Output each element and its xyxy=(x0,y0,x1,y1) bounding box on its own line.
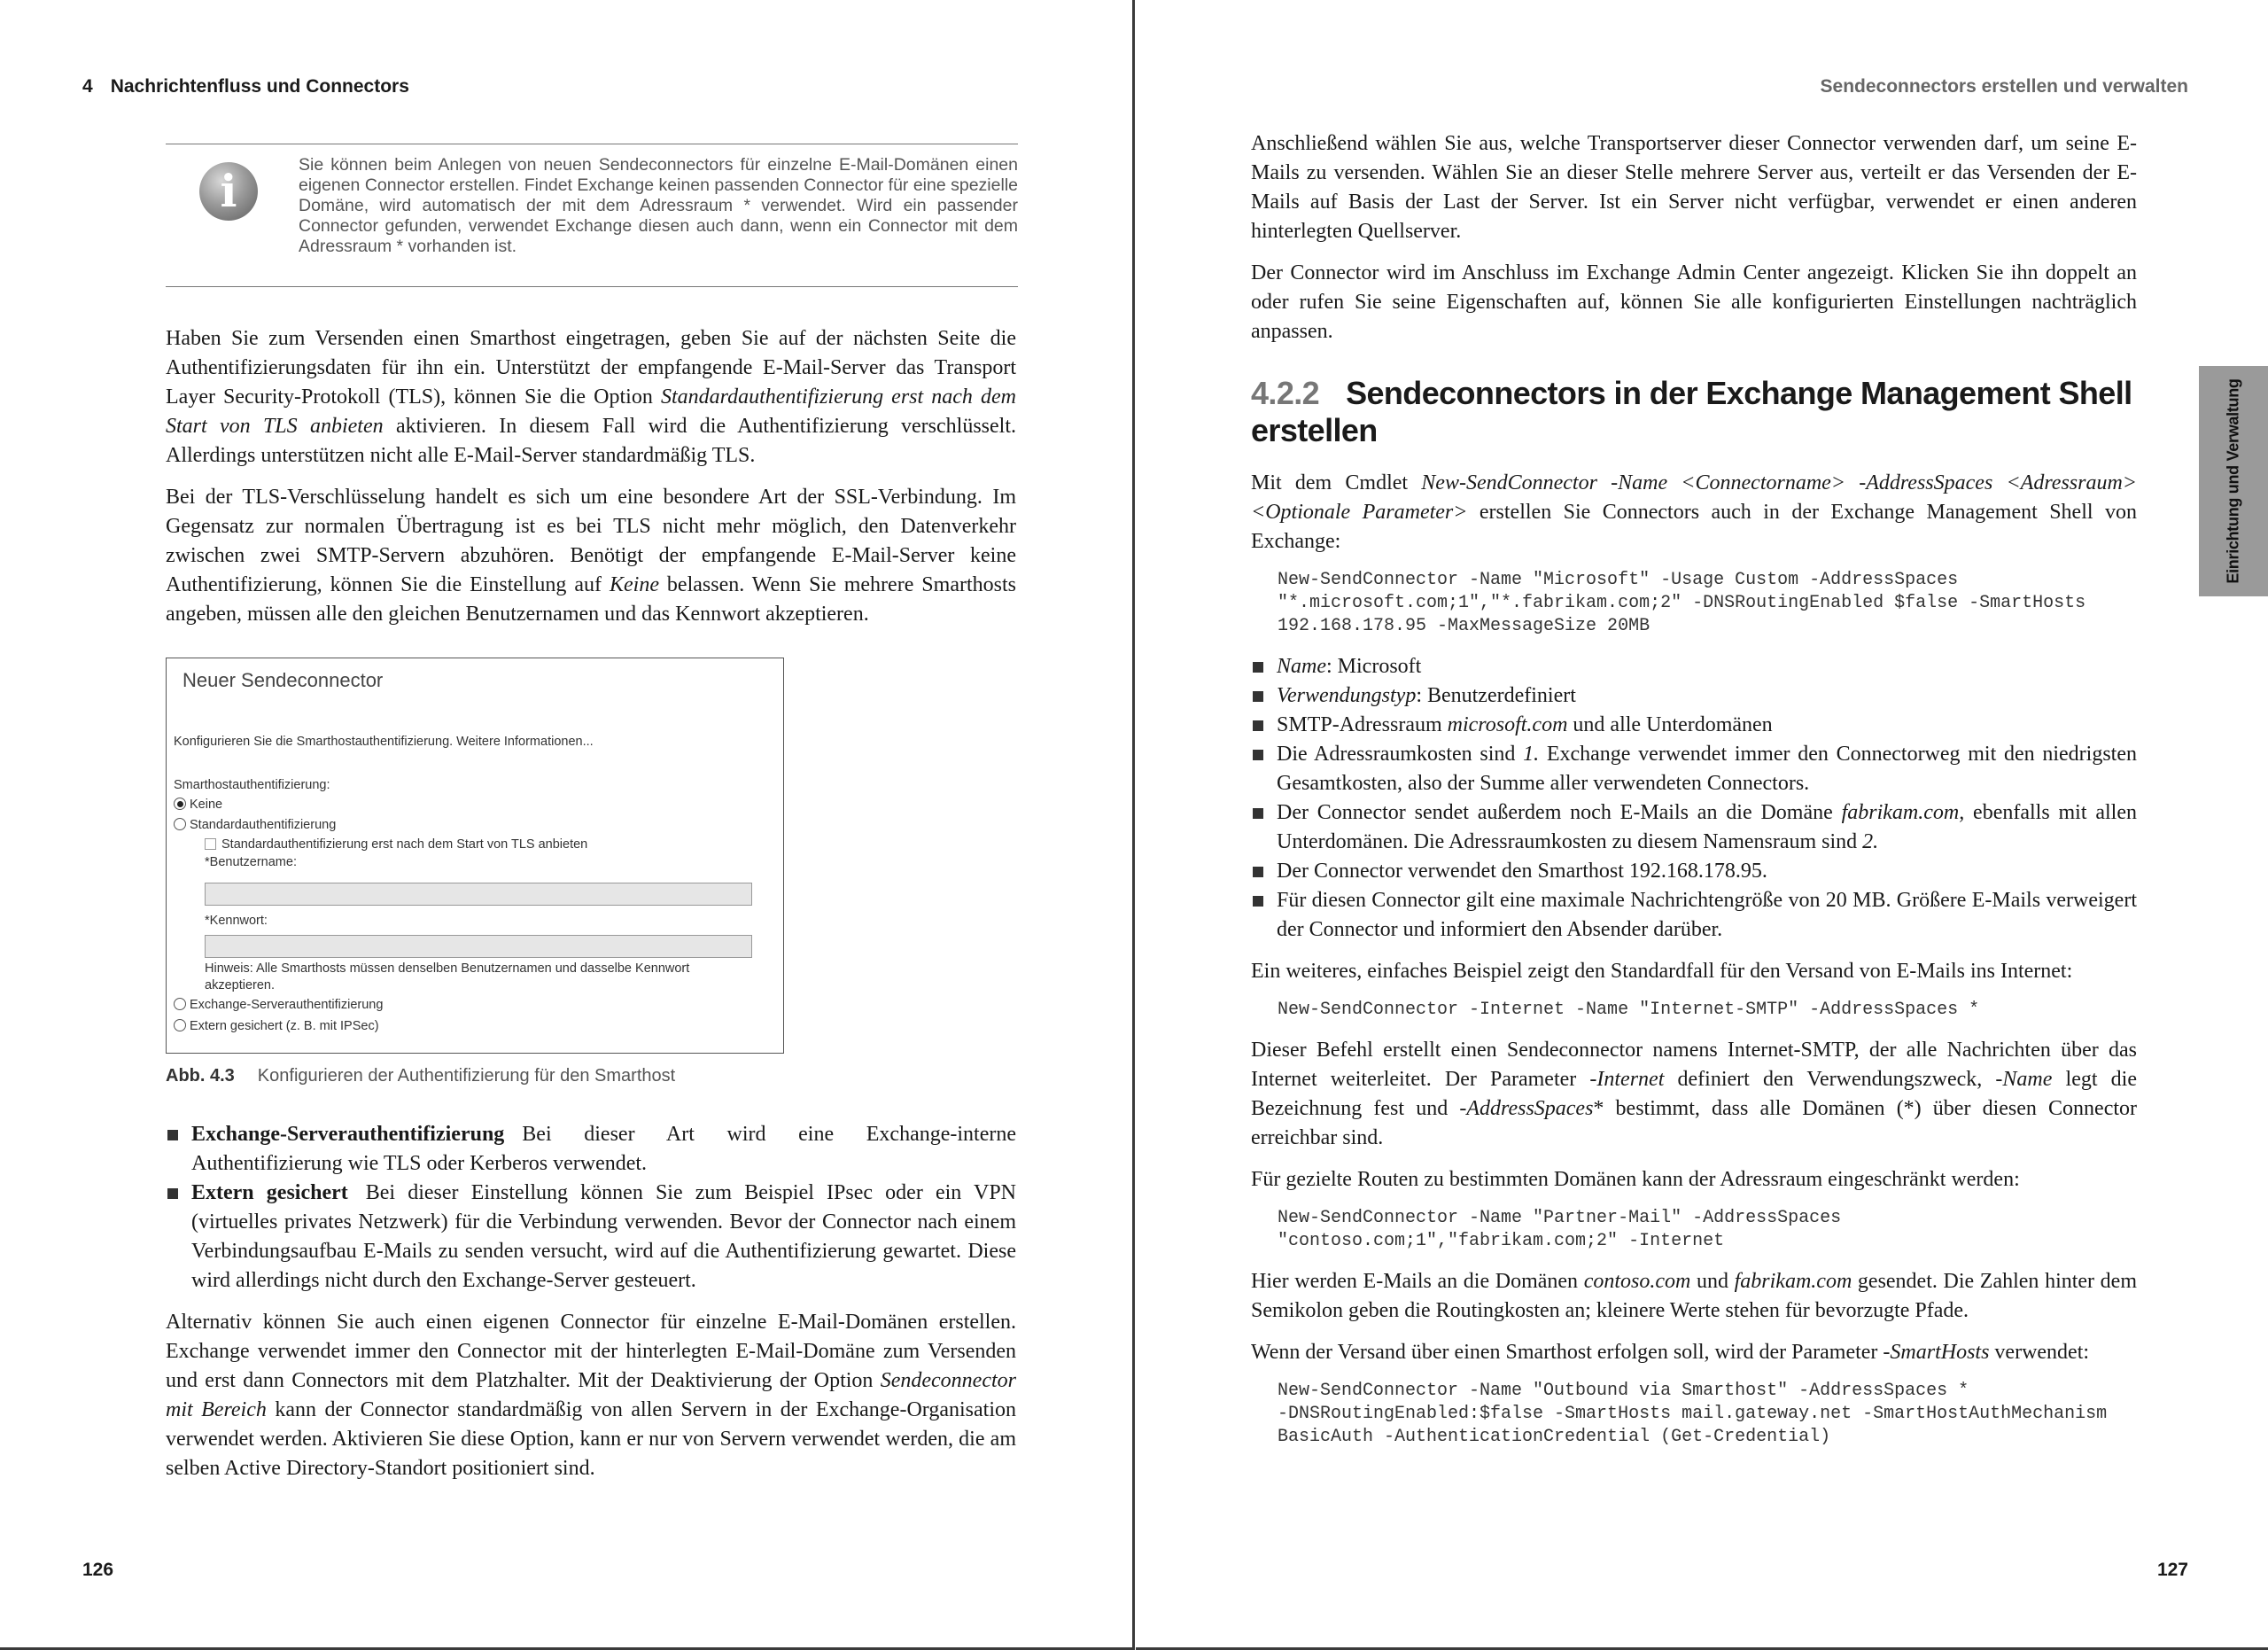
radio-icon xyxy=(174,818,186,830)
list-item: Der Connector sendet außerdem noch E-Mails an die Domäne fabrikam.com, ebenfalls mit allen Unterdomänen. Die Adressraumkosten zu diesem Namensraum sind 2. xyxy=(1251,798,2137,857)
group-label: Smarthostauthentifizierung: xyxy=(174,778,330,792)
figure xyxy=(166,658,1016,1086)
right-page xyxy=(1136,0,2268,1650)
bullet-list xyxy=(1251,652,2137,945)
paragraph: Alternativ können Sie auch einen eigenen Connector für einzelne E-Mail-Domänen erstellen. Exchange verwendet immer den Connector mit der hinterlegten E-Mail-Domäne zum Versenden und erst dann Connectors mit dem Platzhalter. Mit der Deaktivierung der Option Sendeconnector mit Bereich kann der Connector standardmäßig von allen Servern in der Exchange-Organisation verwendet werden. Aktivieren Sie diese Option, kann er nur von Servern verwendet werden, die am selben Active Directory-Standort positioniert sind. xyxy=(166,1311,1016,1480)
hint-line-2: akzeptieren. xyxy=(205,978,275,992)
figure-caption xyxy=(166,1066,1016,1086)
radio-exchange[interactable]: Exchange-Serverauthentifizierung xyxy=(174,998,383,1012)
list-item: Die Adressraumkosten sind 1. Exchange verwendet immer den Connectorweg mit den niedrigsten Gesamtkosten, also der Summe aller verwendeten Connectors. xyxy=(1251,740,2137,798)
code-block: New-SendConnector -Name "Partner-Mail" -AddressSpaces "contoso.com;1","fabrikam.com;2" -Internet xyxy=(1278,1208,1842,1251)
code-block: New-SendConnector -Name "Outbound via Smarthost" -AddressSpaces * -DNSRoutingEnabled:$false -SmartHosts mail.gateway.net -SmartHostAuthMechanism BasicAuth -AuthenticationCredential (Get-Credential) xyxy=(1278,1381,2108,1447)
list-item: Für diesen Connector gilt eine maximale Nachrichtengröße von 20 MB. Größere E-Mails verweigert der Connector und informiert den Absender darüber. xyxy=(1251,886,2137,945)
password-input[interactable] xyxy=(205,935,752,958)
bullet-list xyxy=(166,1120,1016,1296)
list-item: SMTP-Adressraum microsoft.com und alle Unterdomänen xyxy=(1251,711,2137,740)
section-number: 4.2.2 xyxy=(1251,375,1320,411)
checkbox-icon xyxy=(205,838,216,850)
checkbox-tls[interactable]: Standardauthentifizierung erst nach dem Start von TLS anbieten xyxy=(205,837,587,852)
code-block: New-SendConnector -Name "Microsoft" -Usage Custom -AddressSpaces "*.microsoft.com;1","*.fabrikam.com;2" -DNSRoutingEnabled $false -SmartHosts 192.168.178.95 -MaxMessageSize 20MB xyxy=(1278,570,2086,636)
code-block: New-SendConnector -Internet -Name "Internet-SMTP" -AddressSpaces * xyxy=(1278,1000,1980,1020)
paragraph: Haben Sie zum Versenden einen Smarthost eingetragen, geben Sie auf der nächsten Seite die Authentifizierungsdaten für ihn ein. Unterstützt der empfangende E-Mail-Server das Transport Layer Security-Protokoll (TLS), können Sie die Option Standardauthentifizierung erst nach dem Start von TLS anbieten aktivieren. In diesem Fall wird die Authentifizierung verschlüsselt. Allerdings unterstützen nicht alle E-Mail-Server standardmäßig TLS. xyxy=(166,327,1017,467)
hint-line-1: Hinweis: Alle Smarthosts müssen denselben Benutzernamen und dasselbe Kennwort xyxy=(205,961,690,976)
chapter-title: Nachrichtenfluss und Connectors xyxy=(110,76,409,97)
section-heading xyxy=(1251,375,2137,449)
info-icon: i xyxy=(199,162,258,221)
running-head-right: Sendeconnectors erstellen und verwalten xyxy=(1820,76,2188,97)
dialog-title: Neuer Sendeconnector xyxy=(183,669,384,691)
paragraph: Mit dem Cmdlet New-SendConnector -Name <Connectorname> -AddressSpaces <Adressraum> <Optionale Parameter> erstellen Sie Connectors auch in der Exchange Management Shell von Exchange: xyxy=(1251,471,2137,553)
list-item: Name: Microsoft xyxy=(1251,652,2137,681)
radio-icon xyxy=(174,1019,186,1031)
left-page xyxy=(0,0,1132,1650)
username-input[interactable] xyxy=(205,883,752,906)
figure-label: Abb. 4.3 xyxy=(166,1066,235,1086)
info-box xyxy=(166,144,1018,287)
paragraph: Dieser Befehl erstellt einen Sendeconnector namens Internet-SMTP, der alle Nachrichten über das Internet weiterleitet. Der Parameter -Internet definiert den Verwendungszweck, -Name legt die Bezeichnung fest und -AddressSpaces* bestimmt, dass alle Domänen (*) über diesen Connector erreichbar sind. xyxy=(1251,1039,2138,1149)
paragraph: Ein weiteres, einfaches Beispiel zeigt den Standardfall für den Versand von E-Mails ins Internet: xyxy=(1251,960,2073,983)
book-spine xyxy=(1132,0,1135,1650)
username-label: *Benutzername: xyxy=(205,855,297,869)
list-item: Exchange-Serverauthentifizierung Bei dieser Art wird eine Exchange-interne Authentifizierung wie TLS oder Kerberos verwendet. xyxy=(166,1120,1016,1179)
paragraph: Anschließend wählen Sie aus, welche Transportserver dieser Connector verwenden darf, um seine E-Mails zu versenden. Wählen Sie an dieser Stelle mehrere Server aus, verteilt er das Versenden der E-Mails auf Basis der Last der Server. Ist ein Server nicht verfügbar, verwendet er einen anderen hinterlegten Quellserver. xyxy=(1251,132,2137,243)
paragraph: Hier werden E-Mails an die Domänen contoso.com und fabrikam.com gesendet. Die Zahlen hinter dem Semikolon geben die Routingkosten an; kleinere Werte stehen für bevorzugte Pfade. xyxy=(1251,1270,2138,1322)
page-number-left: 126 xyxy=(82,1560,114,1580)
list-item: Der Connector verwendet den Smarthost 192.168.178.95. xyxy=(1251,857,2137,886)
radio-none[interactable]: Keine xyxy=(174,798,222,812)
password-label: *Kennwort: xyxy=(205,914,268,928)
section-title: Sendeconnectors in der Exchange Management Shell erstellen xyxy=(1251,375,2132,448)
paragraph: Der Connector wird im Anschluss im Exchange Admin Center angezeigt. Klicken Sie ihn doppelt an oder rufen Sie seine Eigenschaften auf, können Sie alle konfigurierten Einstellungen nachträglich anpassen. xyxy=(1251,261,2137,343)
dialog-intro: Konfigurieren Sie die Smarthostauthentifizierung. Weitere Informationen... xyxy=(174,735,594,749)
radio-basic[interactable]: Standardauthentifizierung xyxy=(174,818,336,832)
dialog-screenshot xyxy=(166,658,784,1054)
right-page-content xyxy=(1251,129,2137,1463)
list-item: Extern gesichert Bei dieser Einstellung können Sie zum Beispiel IPsec oder ein VPN (virtuelles privates Netzwerk) für die Verbindung verwenden. Bevor der Connector nach einem Verbindungsaufbau E-Mails zu senden versucht, wird auf die Authentifizierung gewartet. Diese wird allerdings nicht durch den Exchange-Server gesteuert. xyxy=(166,1179,1016,1296)
list-item: Verwendungstyp: Benutzerdefiniert xyxy=(1251,681,2137,711)
radio-external[interactable]: Extern gesichert (z. B. mit IPSec) xyxy=(174,1019,379,1033)
paragraph: Bei der TLS-Verschlüsselung handelt es sich um eine besondere Art der SSL-Verbindung. Im Gegensatz zur normalen Übertragung ist es bei TLS nicht mehr möglich, den Datenverkehr zwischen zwei SMTP-Servern abzuhören. Benötigt der empfangende E-Mail-Server keine Authentifizierung, können Sie die Einstellung auf Keine belassen. Wenn Sie mehrere Smarthosts angeben, müssen alle den gleichen Benutzernamen und das Kennwort akzeptieren. xyxy=(166,486,1016,626)
info-box-text: Sie können beim Anlegen von neuen Sendeconnectors für einzelne E-Mail-Domänen einen eigenen Connector erstellen. Findet Exchange keinen passenden Connector für eine spezielle Domäne, wird automatisch der mit dem Adressraum * verwendet. Wird ein passender Connector gefunden, verwendet Exchange diesen auch dann, wenn ein Connector mit dem Adressraum * vorhanden ist. xyxy=(299,155,1018,256)
side-tab-label: Einrichtung und Verwaltung xyxy=(2224,378,2242,584)
chapter-number: 4 xyxy=(82,76,93,97)
figure-caption-text: Konfigurieren der Authentifizierung für den Smarthost xyxy=(257,1066,676,1086)
chapter-side-tab xyxy=(2199,366,2268,596)
page-number-right: 127 xyxy=(2156,1560,2188,1580)
radio-icon xyxy=(174,998,186,1010)
paragraph: Für gezielte Routen zu bestimmten Domänen kann der Adressraum eingeschränkt werden: xyxy=(1251,1168,2020,1191)
radio-checked-icon xyxy=(174,798,186,810)
paragraph: Wenn der Versand über einen Smarthost erfolgen soll, wird der Parameter -SmartHosts verwendet: xyxy=(1251,1341,2090,1364)
left-page-content xyxy=(166,324,1016,1496)
running-head-left xyxy=(82,76,409,97)
